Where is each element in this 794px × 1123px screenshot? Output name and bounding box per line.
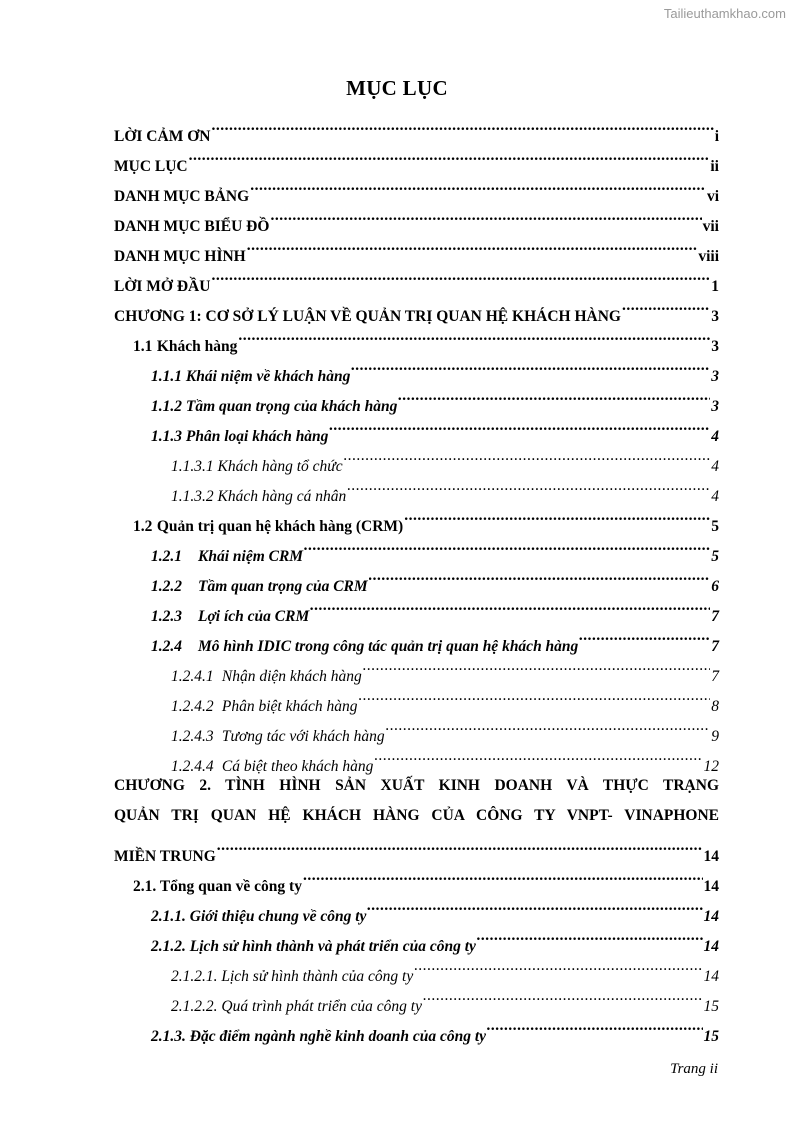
toc-entry-page: 5 (711, 548, 719, 565)
toc-entry-title: LỜI MỞ ĐẦU (114, 278, 211, 295)
toc-entry[interactable] (114, 141, 719, 175)
toc-entry-number: 1.2.2 (151, 578, 182, 595)
toc-entry-title: 2.1.2.1. Lịch sử hình thành của công ty (171, 968, 414, 985)
toc-entry-subsection[interactable] (151, 381, 719, 415)
toc-entry-title: 2.1.2. Lịch sử hình thành và phát triển của công ty (151, 938, 476, 955)
page-footer: Trang ii (670, 1061, 718, 1077)
toc-entry-number: 1.2.4.4 (171, 758, 214, 775)
toc-entry-page: 5 (711, 518, 719, 535)
toc-entry-title: 1.2 Quản trị quan hệ khách hàng (CRM) (133, 512, 403, 542)
toc-entry-number: 1.2.4 (151, 638, 182, 655)
toc-entry-title: 2.1. Tổng quan về công ty (133, 878, 302, 895)
toc-entry[interactable] (114, 111, 719, 145)
toc-entry-item[interactable] (171, 471, 719, 505)
toc-entry-title: 1.1 Khách hàng (133, 332, 237, 362)
toc-entry-page: 9 (711, 728, 719, 745)
toc-entry-subsection[interactable] (151, 531, 719, 565)
toc-entry-title: 2.1.3. Đặc điểm ngành nghề kinh doanh của công ty (151, 1028, 487, 1045)
toc-entry-page: 14 (703, 968, 719, 985)
toc-entry-title: 1.1.2 Tầm quan trọng của khách hàng (151, 398, 398, 415)
toc-entry-item[interactable] (171, 981, 719, 1015)
toc-entry-title: 1.2.4.2 Phân biệt khách hàng (171, 692, 357, 722)
toc-entry-page: vii (702, 218, 719, 235)
watermark: Tailieuthamkhao.com (663, 6, 786, 21)
toc-entry-number: 1.2.1 (151, 548, 182, 565)
toc-entry-title: 1.2.4.1 Nhận diện khách hàng (171, 662, 362, 692)
toc-entry-title: 2.1.2.2. Quá trình phát triển của công ty (171, 998, 422, 1015)
toc-entry-title: 2.1.1. Giới thiệu chung về công ty (151, 908, 367, 925)
toc-entry-page: vi (706, 188, 719, 205)
toc-entry-subsection[interactable] (151, 1011, 719, 1045)
toc-entry-number: 1.2.3 (151, 608, 182, 625)
toc-entry-title-line: QUẢN TRỊ QUAN HỆ KHÁCH HÀNG CỦA CÔNG TY VNPT- VINAPHONE (114, 807, 719, 824)
toc-entry-title: 1.2.1 Khái niệm CRM (151, 542, 303, 572)
toc-entry-item[interactable] (171, 681, 719, 715)
toc-entry-page: 14 (703, 878, 719, 895)
toc-entry-title: 1.2.4.4 Cá biệt theo khách hàng (171, 752, 373, 782)
toc-entry-title: 1.1.1 Khái niệm về khách hàng (151, 368, 351, 385)
toc-entry-item[interactable] (171, 441, 719, 475)
toc-entry-page: 3 (711, 338, 719, 355)
toc-entry-title: DANH MỤC HÌNH (114, 248, 246, 265)
table-of-contents (0, 111, 794, 1045)
toc-entry-page: 14 (703, 938, 719, 955)
toc-entry[interactable] (114, 261, 719, 295)
toc-entry-number: 1.2.4.3 (171, 728, 214, 745)
toc-entry-page: 3 (711, 398, 719, 415)
toc-entry-title: 1.2.4.3 Tương tác với khách hàng (171, 722, 385, 752)
toc-entry-chapter[interactable] (114, 831, 719, 865)
toc-entry-title: MỤC LỤC (114, 158, 188, 175)
toc-entry-section[interactable] (133, 861, 719, 895)
toc-entry-title: 1.2.4 Mô hình IDIC trong công tác quản trị quan hệ khách hàng (151, 632, 578, 662)
toc-entry-title: DANH MỤC BIỂU ĐỒ (114, 218, 270, 235)
toc-entry-page: 1 (711, 278, 719, 295)
toc-entry-page: 14 (703, 908, 719, 925)
toc-entry-title: 1.2.3 Lợi ích của CRM (151, 602, 309, 632)
toc-entry-page: 12 (703, 758, 719, 775)
toc-entry-page: 14 (703, 848, 719, 865)
toc-entry-subsection[interactable] (151, 351, 719, 385)
toc-entry-subsection[interactable] (151, 621, 719, 655)
toc-entry-page: i (714, 128, 719, 145)
toc-entry-subsection[interactable] (151, 921, 719, 955)
toc-entry[interactable] (114, 231, 719, 265)
toc-entry[interactable] (114, 201, 719, 235)
toc-entry-page: 3 (711, 368, 719, 385)
toc-entry-page: ii (710, 158, 719, 175)
toc-entry-item[interactable] (171, 741, 719, 775)
toc-entry-page: 7 (711, 668, 719, 685)
toc-entry-page: 3 (711, 308, 719, 325)
toc-entry-number: 1.2.4.2 (171, 698, 214, 715)
toc-entry-page: 7 (711, 608, 719, 625)
toc-entry-page: 7 (711, 638, 719, 655)
toc-entry-title: 1.1.3.2 Khách hàng cá nhân (171, 488, 347, 505)
toc-entry-title: 1.1.3 Phân loại khách hàng (151, 428, 329, 445)
toc-entry-page: 4 (711, 458, 719, 475)
toc-entry-page: viii (698, 248, 719, 265)
toc-entry-section[interactable] (133, 321, 719, 355)
toc-entry-chapter-line[interactable] (114, 801, 719, 831)
toc-entry-title: 1.2.2 Tầm quan trọng của CRM (151, 572, 368, 602)
toc-entry-title: CHƯƠNG 1: CƠ SỞ LÝ LUẬN VỀ QUẢN TRỊ QUAN HỆ KHÁCH HÀNG (114, 308, 621, 325)
toc-entry-number: 1.1 (133, 338, 153, 355)
toc-entry-page: 8 (711, 698, 719, 715)
toc-entry-subsection[interactable] (151, 891, 719, 925)
toc-entry-item[interactable] (171, 711, 719, 745)
toc-entry-page: 4 (711, 488, 719, 505)
toc-entry-subsection[interactable] (151, 411, 719, 445)
toc-entry[interactable] (114, 171, 719, 205)
toc-entry-number: 1.2 (133, 518, 153, 535)
toc-entry-subsection[interactable] (151, 591, 719, 625)
toc-entry-title-line: CHƯƠNG 2. TÌNH HÌNH SẢN XUẤT KINH DOANH VÀ THỰC TRẠNG (114, 777, 719, 794)
toc-entry-title: LỜI CẢM ƠN (114, 128, 211, 145)
toc-entry-page: 15 (703, 1028, 719, 1045)
toc-entry-title: 1.1.3.1 Khách hàng tổ chức (171, 458, 343, 475)
toc-entry-page: 6 (711, 578, 719, 595)
toc-entry-title: MIỀN TRUNG (114, 848, 216, 865)
toc-entry-number: 1.2.4.1 (171, 668, 214, 685)
toc-entry-section[interactable] (133, 501, 719, 535)
toc-entry-chapter-line[interactable] (114, 771, 719, 801)
toc-entry-title: DANH MỤC BẢNG (114, 188, 250, 205)
toc-entry-item[interactable] (171, 651, 719, 685)
toc-entry-subsection[interactable] (151, 561, 719, 595)
toc-entry-item[interactable] (171, 951, 719, 985)
toc-entry-chapter[interactable] (114, 291, 719, 325)
toc-entry-page: 4 (711, 428, 719, 445)
page-title: MỤC LỤC (346, 76, 448, 100)
toc-entry-page: 15 (703, 998, 719, 1015)
